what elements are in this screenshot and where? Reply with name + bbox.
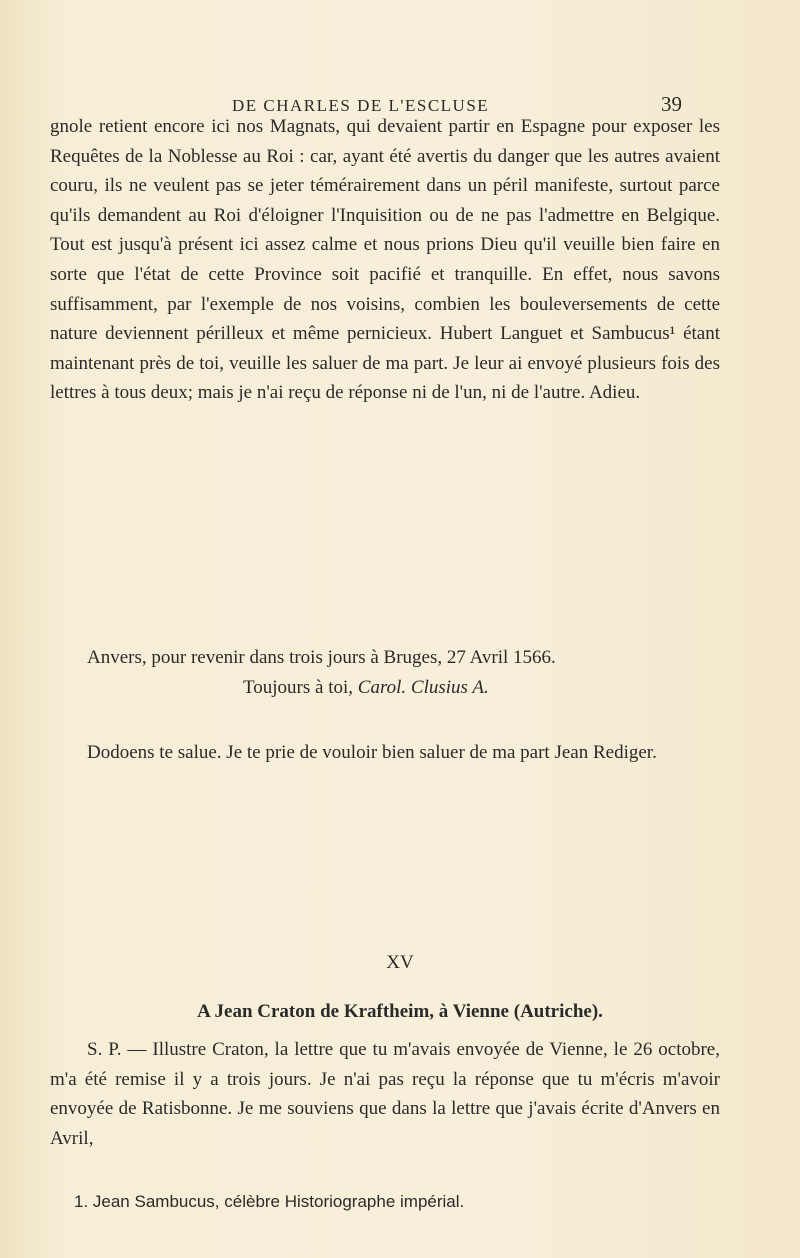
section-number: XV [386, 952, 414, 973]
footnote: 1. Jean Sambucus, célèbre Historiographe impérial. [74, 1192, 465, 1211]
letter-signature [243, 677, 489, 699]
letter-paragraph [50, 112, 720, 408]
signature-prefix: Toujours à toi, [243, 677, 354, 698]
letter-closing: Anvers, pour revenir dans trois jours à Bruges, 27 Avril 1566. [87, 647, 556, 668]
letter-paragraph-2: S. P. — Illustre Craton, la lettre que tu m'avais envoyée de Vienne, le 26 octobre, m'a été remise il y a trois jours. Je n'ai pas reçu la réponse que tu m'écris m'avoir envoyée de Ratisbonne. Je me souviens que dans la lettre que j'avais écrite d'Anvers en Avril, [50, 1039, 720, 1149]
paragraph-text: gnole retient encore ici nos Magnats, qui devaient partir en Espagne pour exposer les Requêtes de la Noblesse au Roi : car, ayant été avertis du danger que les autres avaient couru, ils ne veulent pas se jeter témérairement dans un péril manifeste, surtout parce qu'ils demandent au Roi d'éloigner l'Inquisition ou de ne pas l'admettre en Belgique. Tout est jusqu'à présent ici assez calme et nous prions Dieu qu'il veuille bien faire en sorte que l'état de cette Province soit pacifié et tranquille. En effet, nous savons suffisamment, par l'exemple de nos voisins, combien les bouleversements de cette nature deviennent périlleux et même pernicieux. Hubert Languet et Sambucus¹ étant maintenant près de toi, veuille les saluer de ma part. Je leur ai envoyé plusieurs fois des lettres à tous deux; mais je n'ai reçu de réponse ni de l'un, ni de l'autre. Adieu. [50, 116, 720, 404]
postscript: Dodoens te salue. Je te prie de vouloir bien saluer de ma part Jean Rediger. [87, 742, 657, 763]
signature-name: Carol. Clusius A. [357, 677, 489, 698]
running-title: DE CHARLES DE L'ESCLUSE [232, 96, 490, 115]
page-number: 39 [661, 92, 682, 116]
letter-title: A Jean Craton de Kraftheim, à Vienne (Autriche). [197, 1001, 603, 1022]
